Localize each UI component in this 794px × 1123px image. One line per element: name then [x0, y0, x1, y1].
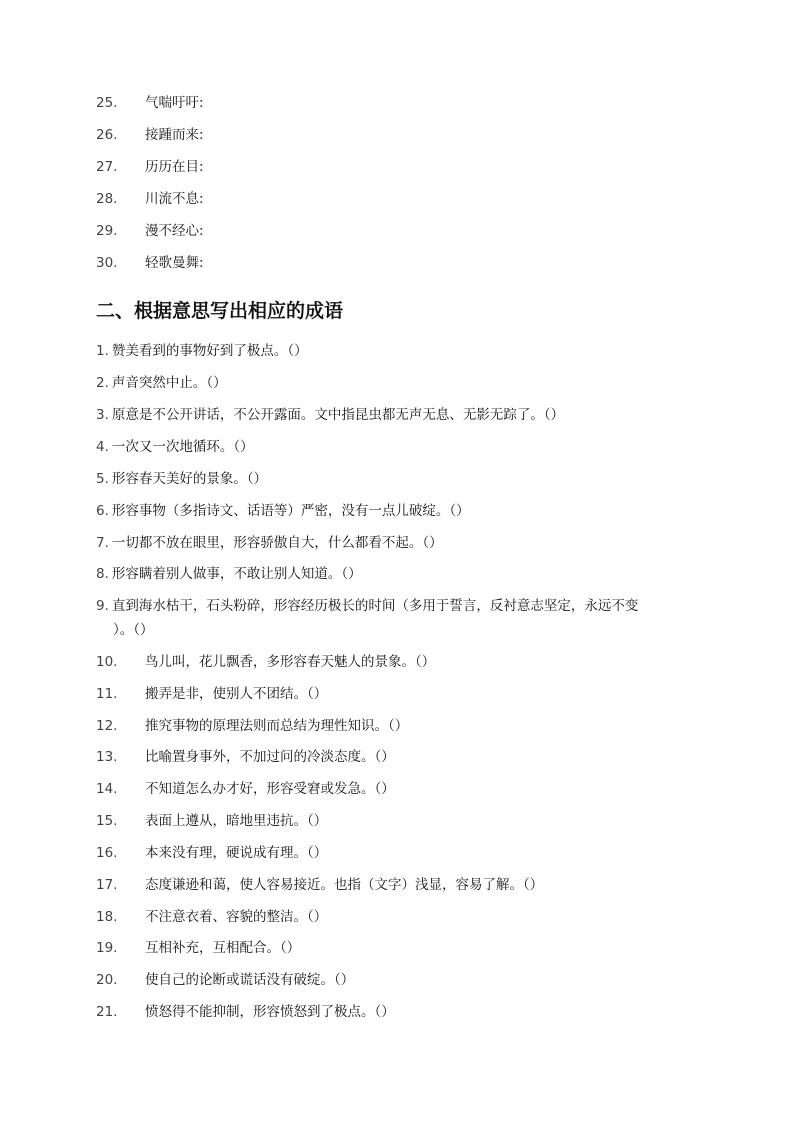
question-item-5 [96, 471, 267, 487]
item-text: 形容事物（多指诗文、话语等）严密，没有一点儿破绽。（） [111, 503, 470, 519]
item-number: 30. [96, 255, 118, 271]
idiom-item-30 [96, 255, 204, 271]
question-item-19 [96, 940, 301, 956]
item-text: 本来没有理，硬说成有理。（） [145, 845, 328, 861]
question-item-10 [96, 654, 436, 670]
item-number: 25. [96, 95, 118, 111]
item-text: 接踵而来: [145, 127, 204, 143]
item-text: 不注意衣着、容貌的整洁。（） [145, 909, 328, 925]
item-number: 28. [96, 191, 118, 207]
item-number: 26. [96, 127, 118, 143]
question-item-15 [96, 813, 328, 829]
question-item-18 [96, 909, 328, 925]
item-text: 一次又一次地循环。（） [111, 439, 254, 455]
question-item-11 [96, 686, 328, 702]
question-item-9-continuation: ）。（） [113, 622, 154, 638]
idiom-item-28 [96, 191, 204, 207]
item-number: 9. [96, 598, 109, 614]
idiom-item-27 [96, 159, 204, 175]
item-text: 搬弄是非，使别人不团结。（） [145, 686, 328, 702]
question-item-6 [96, 503, 470, 519]
item-text: 一切都不放在眼里，形容骄傲自大，什么都看不起。（） [111, 535, 443, 551]
item-text: 互相补充，互相配合。（） [145, 940, 301, 956]
item-text: 不知道怎么办才好，形容受窘或发急。（） [145, 781, 395, 797]
item-number: 27. [96, 159, 118, 175]
item-text: 赞美看到的事物好到了极点。（） [111, 343, 308, 359]
idiom-item-29 [96, 223, 204, 239]
item-number: 20. [96, 972, 118, 988]
item-number: 15. [96, 813, 118, 829]
item-number: 3. [96, 407, 109, 423]
item-text: 声音突然中止。（） [111, 375, 227, 391]
section-heading: 二、根据意思写出相应的成语 [96, 300, 344, 322]
question-item-12 [96, 718, 409, 734]
item-number: 21. [96, 1004, 118, 1020]
item-text: 川流不息: [145, 191, 204, 207]
item-text: 原意是不公开讲话，不公开露面。文中指昆虫都无声无息、无影无踪了。（） [111, 407, 565, 423]
item-text: 鸟儿叫，花儿飘香，多形容春天魅人的景象。（） [145, 654, 436, 670]
question-item-7 [96, 535, 443, 551]
idiom-item-25 [96, 95, 204, 111]
item-number: 13. [96, 749, 118, 765]
question-item-14 [96, 781, 395, 797]
item-number: 1. [96, 343, 109, 359]
question-item-9 [96, 598, 638, 614]
item-number: 10. [96, 654, 118, 670]
item-number: 16. [96, 845, 118, 861]
question-item-17 [96, 877, 544, 893]
item-text: 直到海水枯干，石头粉碎，形容经历极长的时间（多用于誓言，反衬意志坚定，永远不变 [111, 598, 639, 614]
question-item-4 [96, 439, 254, 455]
item-number: 7. [96, 535, 109, 551]
item-text: 形容瞒着别人做事，不敢让别人知道。（） [111, 566, 362, 582]
item-number: 5. [96, 471, 109, 487]
item-number: 2. [96, 375, 109, 391]
item-text: 历历在目: [145, 159, 204, 175]
question-item-8 [96, 566, 362, 582]
question-item-13 [96, 749, 395, 765]
idiom-item-26 [96, 127, 204, 143]
item-text: 表面上遵从，暗地里违抗。（） [145, 813, 328, 829]
item-number: 19. [96, 940, 118, 956]
item-number: 14. [96, 781, 118, 797]
item-text: 形容春天美好的景象。（） [111, 471, 268, 487]
item-number: 4. [96, 439, 109, 455]
question-item-1 [96, 343, 308, 359]
item-number: 11. [96, 686, 118, 702]
item-number: 17. [96, 877, 118, 893]
item-text: 轻歌曼舞: [145, 255, 204, 271]
question-item-20 [96, 972, 355, 988]
item-text: 推究事物的原理法则而总结为理性知识。（） [145, 718, 409, 734]
question-item-3 [96, 407, 564, 423]
item-number: 8. [96, 566, 109, 582]
item-number: 18. [96, 909, 118, 925]
question-item-16 [96, 845, 328, 861]
item-text: 气喘吁吁: [145, 95, 204, 111]
item-text: 态度谦逊和蔼，使人容易接近。也指（文字）浅显，容易了解。（） [145, 877, 544, 893]
item-text: 愤怒得不能抑制，形容愤怒到了极点。（） [145, 1004, 395, 1020]
question-item-21 [96, 1004, 395, 1020]
item-text: 漫不经心: [145, 223, 204, 239]
item-text: 比喻置身事外，不加过问的冷淡态度。（） [145, 749, 395, 765]
item-number: 12. [96, 718, 118, 734]
question-item-2 [96, 375, 227, 391]
item-number: 6. [96, 503, 109, 519]
item-number: 29. [96, 223, 118, 239]
item-text: 使自己的论断或谎话没有破绽。（） [145, 972, 355, 988]
